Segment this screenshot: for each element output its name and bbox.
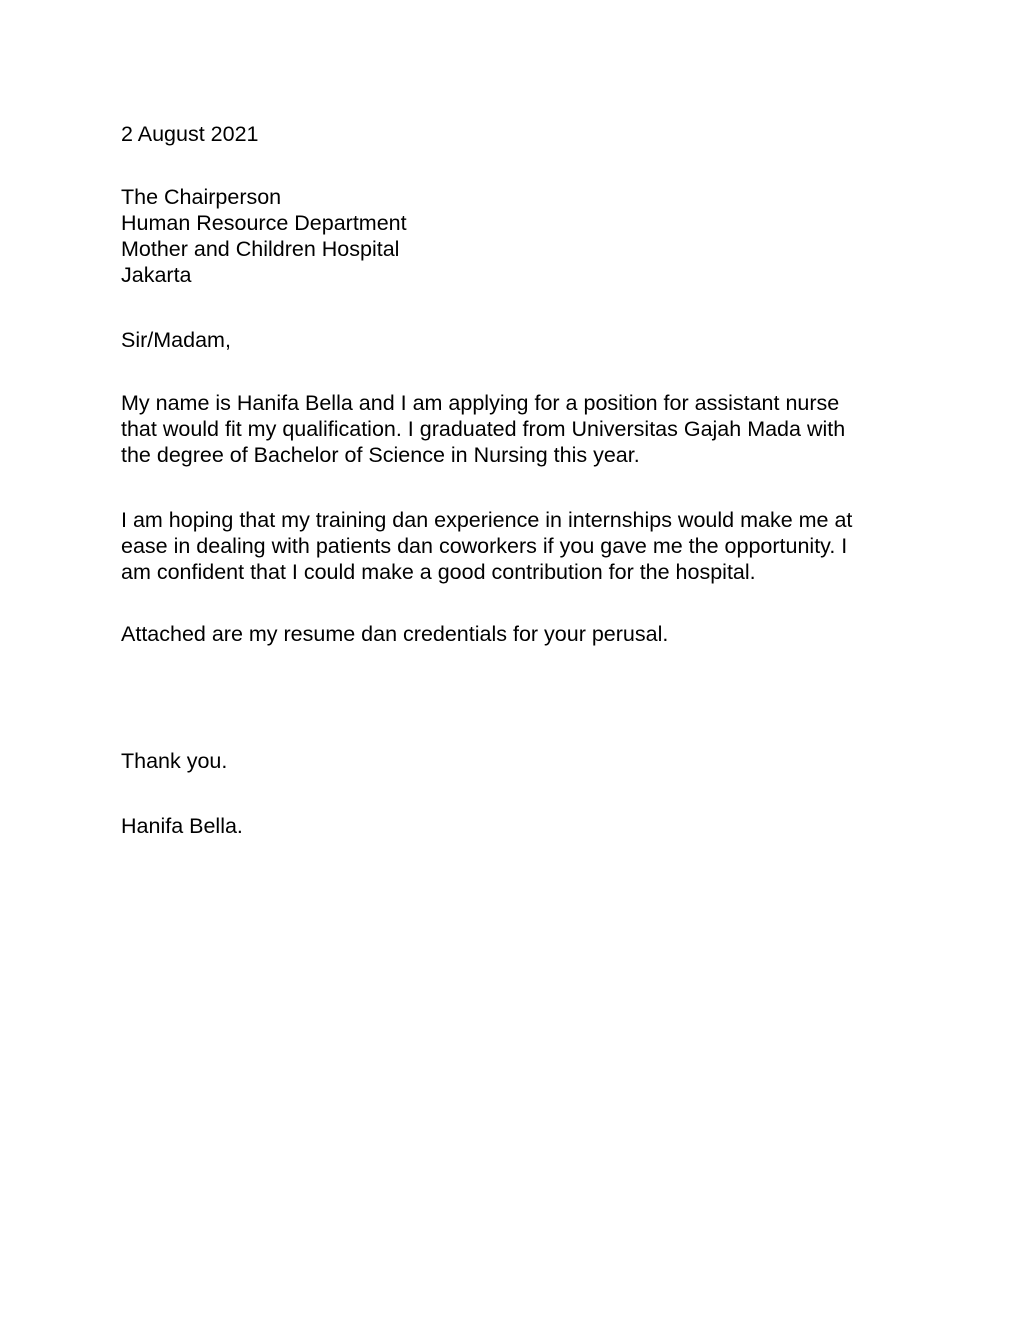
signature-name: Hanifa Bella. <box>121 814 243 838</box>
paragraph-motivation <box>121 507 921 585</box>
closing: Thank you. <box>121 749 228 773</box>
recipient-line-title: The Chairperson <box>121 185 282 209</box>
paragraph-attachments: Attached are my resume dan credentials for your perusal. <box>121 622 669 646</box>
recipient-line-department: Human Resource Department <box>121 211 407 235</box>
recipient-line-organization: Mother and Children Hospital <box>121 237 400 261</box>
letter-date: 2 August 2021 <box>121 122 259 146</box>
recipient-line-city: Jakarta <box>121 263 192 287</box>
recipient-address <box>121 184 921 288</box>
paragraph-line: ease in dealing with patients dan coworkers if you gave me the opportunity. I <box>121 534 848 558</box>
paragraph-line: that would fit my qualification. I graduated from Universitas Gajah Mada with <box>121 417 846 441</box>
paragraph-line: I am hoping that my training dan experience in internships would make me at <box>121 508 853 532</box>
paragraph-line: am confident that I could make a good contribution for the hospital. <box>121 560 756 584</box>
salutation: Sir/Madam, <box>121 328 231 352</box>
paragraph-line: the degree of Bachelor of Science in Nursing this year. <box>121 443 640 467</box>
paragraph-line: My name is Hanifa Bella and I am applying for a position for assistant nurse <box>121 391 840 415</box>
paragraph-introduction <box>121 390 921 468</box>
